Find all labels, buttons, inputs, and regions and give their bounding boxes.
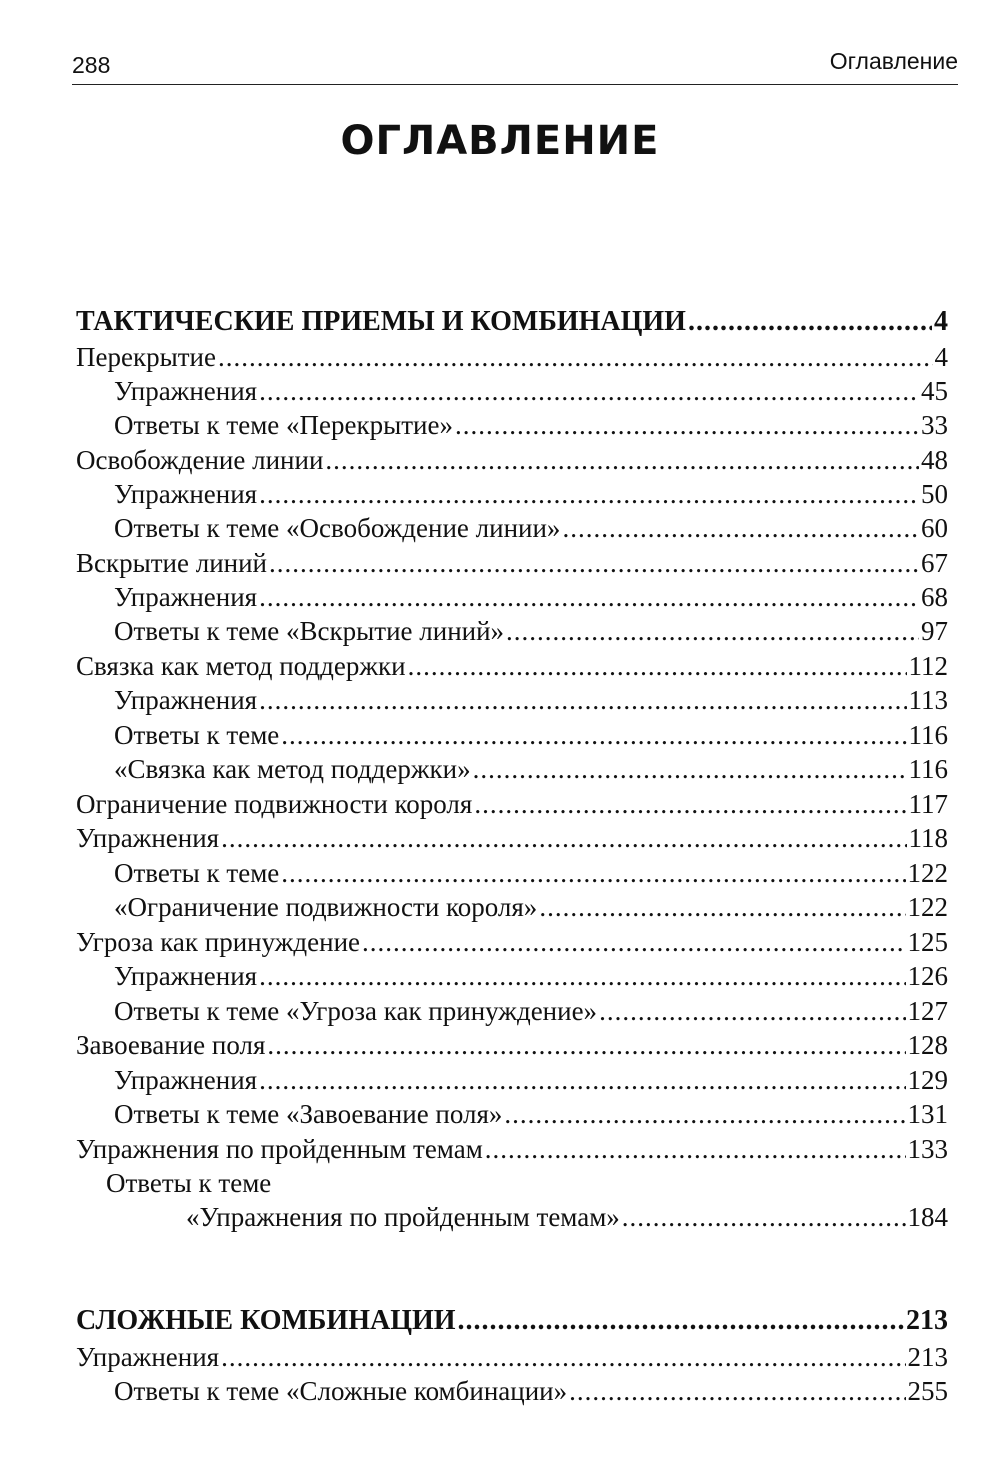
toc-label: «Ограничение подвижности короля» (114, 892, 538, 922)
toc-dot-leader (259, 580, 919, 614)
toc-dot-leader (218, 340, 933, 374)
toc-label: Упражнения (114, 1065, 258, 1095)
toc-page-number: 68 (921, 582, 948, 612)
toc-subentry (114, 1374, 948, 1408)
toc-dot-leader (281, 718, 906, 752)
toc-section-heading (76, 305, 948, 339)
toc-page-number: 67 (921, 548, 948, 578)
toc-label: Упражнения (114, 685, 258, 715)
toc-label: Угроза как принуждение (76, 927, 361, 957)
toc-page-number: 128 (907, 1030, 948, 1060)
toc-dot-leader (506, 614, 919, 648)
toc-dot-leader (259, 683, 906, 717)
toc-page-number: 60 (921, 513, 948, 543)
toc-subentry (186, 1200, 948, 1234)
toc-dot-leader (458, 1304, 904, 1338)
toc-subentry (114, 408, 948, 442)
running-header (72, 48, 958, 84)
toc-dot-leader (485, 1132, 906, 1166)
toc-subentry (114, 856, 948, 890)
toc-subentry (114, 614, 948, 648)
toc-entry (76, 821, 948, 855)
toc-label: Ответы к теме «Вскрытие линий» (114, 616, 505, 646)
toc-dot-leader (569, 1374, 905, 1408)
toc-dot-leader (599, 994, 905, 1028)
toc-entry (76, 1132, 948, 1166)
toc-label: Упражнения (114, 376, 258, 406)
running-title: Оглавление (829, 48, 958, 74)
page-title: ОГЛАВЛЕНИЕ (340, 118, 660, 164)
toc-entry (76, 787, 948, 821)
toc-page-number: 113 (908, 685, 948, 715)
toc-page-number: 33 (921, 410, 948, 440)
toc-page-number: 117 (908, 789, 948, 819)
toc-entry (76, 340, 948, 374)
toc-dot-leader (259, 959, 905, 993)
toc-dot-leader (267, 1028, 905, 1062)
toc-dot-leader (221, 1340, 905, 1374)
toc-subentry (114, 374, 948, 408)
toc-page-number: 116 (908, 720, 948, 750)
toc-label: Упражнения по пройденным темам (76, 1134, 483, 1164)
toc-dot-leader (259, 477, 919, 511)
toc-label: Ответы к теме (106, 1168, 272, 1198)
toc-page-number: 184 (907, 1202, 948, 1232)
toc-page-number: 213 (906, 1305, 948, 1336)
toc-dot-leader (473, 752, 907, 786)
toc-label: Перекрытие (76, 342, 216, 372)
toc-dot-leader (562, 511, 919, 545)
toc-subentry (114, 683, 948, 717)
toc-subentry (114, 1097, 948, 1131)
toc-subentry (114, 890, 948, 924)
toc-label: Упражнения (114, 582, 258, 612)
toc-subentry (114, 752, 948, 786)
toc-label: Ответы к теме «Освобождение линии» (114, 513, 561, 543)
toc-subentry (114, 580, 948, 614)
toc-page-number: 255 (907, 1376, 948, 1406)
toc-dot-leader (622, 1200, 906, 1234)
toc-label: Упражнения (114, 961, 258, 991)
toc-dot-leader (408, 649, 907, 683)
toc-page-number: 131 (907, 1099, 948, 1129)
toc-page-number: 50 (921, 479, 948, 509)
toc-label: Вскрытие линий (76, 548, 268, 578)
toc-dot-leader (259, 1063, 905, 1097)
toc-label: «Упражнения по пройденным темам» (186, 1202, 620, 1232)
toc-label: СЛОЖНЫЕ КОМБИНАЦИИ (76, 1305, 456, 1336)
toc-page-number: 133 (907, 1134, 948, 1164)
toc-dot-leader (474, 787, 906, 821)
toc-dot-leader (221, 821, 906, 855)
toc-page-number: 213 (907, 1342, 948, 1372)
toc-subentry (114, 1063, 948, 1097)
header-rule (72, 84, 958, 85)
toc-page-number: 116 (908, 754, 948, 784)
toc-label: Упражнения (76, 823, 220, 853)
toc-label: Упражнения (114, 479, 258, 509)
toc-label: Упражнения (76, 1342, 220, 1372)
toc-entry (76, 443, 948, 477)
toc-dot-leader (362, 925, 905, 959)
toc-label: Ограничение подвижности короля (76, 789, 473, 819)
toc-entry (76, 649, 948, 683)
toc-label: Связка как метод поддержки (76, 651, 406, 681)
toc-label: Освобождение линии (76, 445, 324, 475)
toc-page-number: 126 (907, 961, 948, 991)
toc-entry (76, 546, 948, 580)
toc-page-number: 4 (934, 342, 948, 372)
toc-page-number: 127 (907, 996, 948, 1026)
toc-label: Ответы к теме (114, 858, 280, 888)
toc-label: Ответы к теме «Перекрытие» (114, 410, 453, 440)
toc-page-number: 122 (907, 858, 948, 888)
toc-page-number: 48 (921, 445, 948, 475)
toc-page-number: 122 (907, 892, 948, 922)
toc-subentry (114, 959, 948, 993)
toc-subentry (106, 1166, 948, 1200)
toc-entry (76, 1340, 948, 1374)
toc-dot-leader (539, 890, 905, 924)
toc-dot-leader (281, 856, 905, 890)
toc-label: Ответы к теме «Угроза как принуждение» (114, 996, 598, 1026)
toc-label: Ответы к теме (114, 720, 280, 750)
toc-label: Ответы к теме «Завоевание поля» (114, 1099, 503, 1129)
toc-dot-leader (504, 1097, 905, 1131)
toc-dot-leader (325, 443, 919, 477)
toc-label: Завоевание поля (76, 1030, 266, 1060)
toc-page-number: 118 (908, 823, 948, 853)
page-number: 288 (72, 52, 111, 78)
toc-dot-leader (269, 546, 919, 580)
toc-entry (76, 1028, 948, 1062)
toc-page-number: 112 (908, 651, 948, 681)
toc-subentry (114, 477, 948, 511)
toc-label: ТАКТИЧЕСКИЕ ПРИЕМЫ И КОМБИНАЦИИ (76, 306, 686, 337)
toc-page-number: 4 (934, 306, 948, 337)
toc-dot-leader (455, 408, 919, 442)
toc-page-number: 129 (907, 1065, 948, 1095)
toc-label: «Связка как метод поддержки» (114, 754, 471, 784)
toc-subentry (114, 994, 948, 1028)
toc-label: Ответы к теме «Сложные комбинации» (114, 1376, 568, 1406)
toc-dot-leader (688, 305, 932, 339)
toc-page-number: 125 (907, 927, 948, 957)
toc-page-number: 97 (921, 616, 948, 646)
toc-dot-leader (259, 374, 919, 408)
toc-page-number: 45 (921, 376, 948, 406)
toc-subentry (114, 718, 948, 752)
toc-section-heading (76, 1304, 948, 1338)
toc-entry (76, 925, 948, 959)
toc-subentry (114, 511, 948, 545)
